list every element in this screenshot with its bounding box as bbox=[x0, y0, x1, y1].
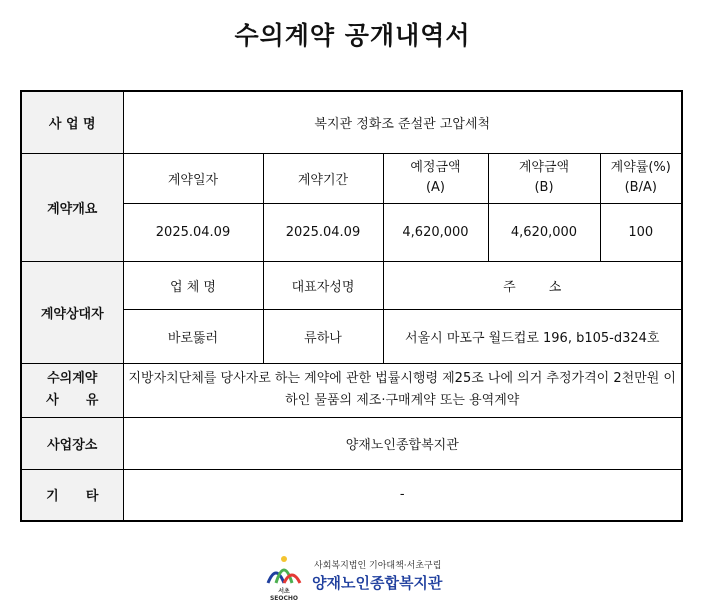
company-name-header: 업 체 명 bbox=[123, 261, 263, 309]
overview-label: 계약개요 bbox=[21, 153, 123, 261]
contract-period-header: 계약기간 bbox=[263, 153, 383, 203]
reason-row bbox=[21, 363, 682, 417]
contract-amount-header: 계약금액 (B) bbox=[488, 153, 600, 203]
address-header: 주 소 bbox=[383, 261, 682, 309]
reason-label-line2: 사 유 bbox=[46, 393, 99, 408]
organization-subtitle: 사회복지법인 기아대책·서초구립 bbox=[314, 561, 442, 571]
representative-value: 류하나 bbox=[263, 309, 383, 363]
contract-rate-header: 계약률(%) (B/A) bbox=[600, 153, 682, 203]
estimated-amount-value: 4,620,000 bbox=[383, 203, 488, 261]
contract-table bbox=[20, 90, 683, 522]
organization-logo bbox=[262, 553, 452, 602]
project-row bbox=[21, 91, 682, 153]
representative-header: 대표자성명 bbox=[263, 261, 383, 309]
mark-caption: 서초 SEOCHO bbox=[269, 588, 299, 602]
place-label: 사업장소 bbox=[21, 417, 123, 469]
company-name-value: 바로뚫러 bbox=[123, 309, 263, 363]
place-row bbox=[21, 417, 682, 469]
contract-date-value: 2025.04.09 bbox=[123, 203, 263, 261]
contract-period-value: 2025.04.09 bbox=[263, 203, 383, 261]
overview-header-row bbox=[21, 153, 682, 203]
reason-label-line1: 수의계약 bbox=[47, 371, 98, 386]
estimated-amount-header: 예정금액 (A) bbox=[383, 153, 488, 203]
document-title: 수의계약 공개내역서 bbox=[234, 21, 471, 50]
reason-label bbox=[21, 363, 123, 417]
organization-name: 양재노인종합복지관 bbox=[312, 574, 443, 592]
address-value: 서울시 마포구 월드컵로 196, b105-d324호 bbox=[383, 309, 682, 363]
contract-date-header: 계약일자 bbox=[123, 153, 263, 203]
contract-amount-value: 4,620,000 bbox=[488, 203, 600, 261]
contract-rate-value: 100 bbox=[600, 203, 682, 261]
etc-row bbox=[21, 469, 682, 521]
project-name: 복지관 정화조 준설관 고압세척 bbox=[123, 91, 682, 153]
etc-label: 기 타 bbox=[21, 469, 123, 521]
party-header-row bbox=[21, 261, 682, 309]
project-label: 사 업 명 bbox=[21, 91, 123, 153]
reason-text: 지방자치단체를 당사자로 하는 계약에 관한 법률시행령 제25조 나에 의거 추정가격이 2천만원 이하인 물품의 제조·구매계약 또는 용역계약 bbox=[123, 363, 682, 417]
party-label: 계약상대자 bbox=[21, 261, 123, 363]
etc-value: - bbox=[123, 469, 682, 521]
place-value: 양재노인종합복지관 bbox=[123, 417, 682, 469]
